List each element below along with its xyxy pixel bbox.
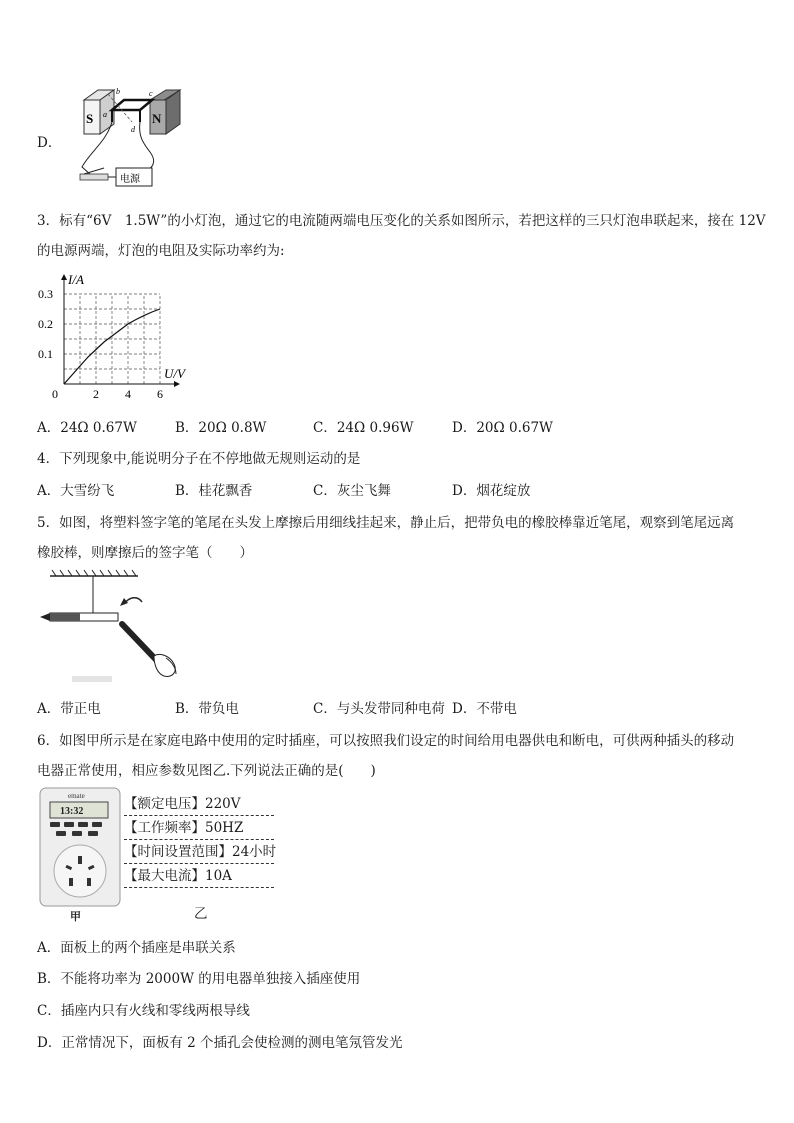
timer-socket-figure	[38, 786, 124, 924]
param-row: 【额定电压】220V	[124, 792, 274, 816]
q3-option-c[interactable]: C．24Ω 0.96W	[313, 420, 414, 436]
param-row: 【最大电流】10A	[124, 864, 274, 888]
pole-n: N	[152, 111, 162, 126]
x-tick-label: 6	[157, 387, 163, 401]
x-axis-label: U/V	[164, 366, 185, 381]
x-tick-label: 0	[52, 387, 58, 401]
param-row: 【工作频率】50HZ	[124, 816, 274, 840]
q6-option-b[interactable]: B．不能将功率为 2000W 的用电器单独接入插座使用	[37, 971, 361, 987]
q5-stem-line2: 橡胶棒，则摩擦后的签字笔（ ）	[37, 545, 253, 561]
y-tick-label: 0.2	[38, 317, 53, 331]
params-label: 乙	[194, 906, 208, 922]
q4-option-d[interactable]: D．烟花绽放	[452, 483, 531, 499]
q4-option-c[interactable]: C．灰尘飞舞	[313, 483, 391, 499]
q6-stem-line2: 电器正常使用，相应参数见图乙.下列说法正确的是( )	[37, 763, 376, 779]
q3-option-b[interactable]: B．20Ω 0.8W	[175, 420, 267, 436]
q3-stem-line2: 的电源两端，灯泡的电阻及实际功率约为:	[37, 243, 285, 259]
q4-option-b[interactable]: B．桂花飘香	[175, 483, 253, 499]
device-time: 13:32	[60, 806, 84, 817]
q5-option-a[interactable]: A．带正电	[37, 701, 101, 717]
q5-stem-line1: 5．如图，将塑料签字笔的笔尾在头发上摩擦后用细线挂起来，静止后，把带负电的橡胶棒靠近笔尾，观察到笔尾远离	[37, 515, 735, 531]
y-axis-arrow	[61, 274, 67, 280]
label-a: a	[103, 110, 107, 119]
q4-option-a[interactable]: A．大雪纷飞	[37, 483, 115, 499]
y-tick-label: 0.3	[38, 287, 53, 301]
q6-stem-line1: 6．如图甲所示是在家庭电路中使用的定时插座，可以按照我们设定的时间给用电器供电和断电，可供两种插头的移动	[37, 733, 735, 749]
device-label: 甲	[70, 911, 81, 923]
label-d: d	[131, 125, 135, 134]
param-row: 【时间设置范围】24小时	[124, 840, 274, 864]
q6-option-a[interactable]: A．面板上的两个插座是串联关系	[37, 940, 236, 956]
q5-option-c[interactable]: C．与头发带同种电荷	[313, 701, 445, 717]
q4-stem: 4．下列现象中,能说明分子在不停地做无规则运动的是	[37, 451, 361, 467]
q2-option-d-label: D．	[37, 135, 62, 151]
q3-option-a[interactable]: A．24Ω 0.67W	[37, 420, 137, 436]
q3-option-d[interactable]: D．20Ω 0.67W	[452, 420, 553, 436]
params-table	[124, 792, 277, 888]
power-label: 电源	[120, 174, 140, 185]
magnet-figure	[70, 82, 200, 192]
x-tick-label: 4	[125, 387, 131, 401]
label-c: c	[149, 89, 153, 98]
pen-figure	[36, 568, 186, 684]
q5-option-d[interactable]: D．不带电	[452, 701, 517, 717]
y-axis-label: I/A	[68, 272, 84, 287]
q6-option-c[interactable]: C．插座内只有火线和零线两根导线	[37, 1003, 250, 1019]
q3-stem-line1: 3．标有“6V 1.5W”的小灯泡，通过它的电流随两端电压变化的关系如图所示，若把这样的三只灯泡串联起来，接在 12V	[37, 213, 766, 229]
y-tick-label: 0.1	[38, 347, 53, 361]
x-tick-label: 2	[93, 387, 99, 401]
q6-option-d[interactable]: D．正常情况下，面板有 2 个插孔会使检测的测电笔氖管发光	[37, 1035, 403, 1051]
iv-chart	[30, 268, 210, 408]
pole-s: S	[86, 111, 94, 126]
label-b: b	[116, 87, 120, 96]
device-brand: emate	[68, 792, 85, 800]
q5-option-b[interactable]: B．带负电	[175, 701, 239, 717]
x-axis-arrow	[174, 381, 180, 387]
